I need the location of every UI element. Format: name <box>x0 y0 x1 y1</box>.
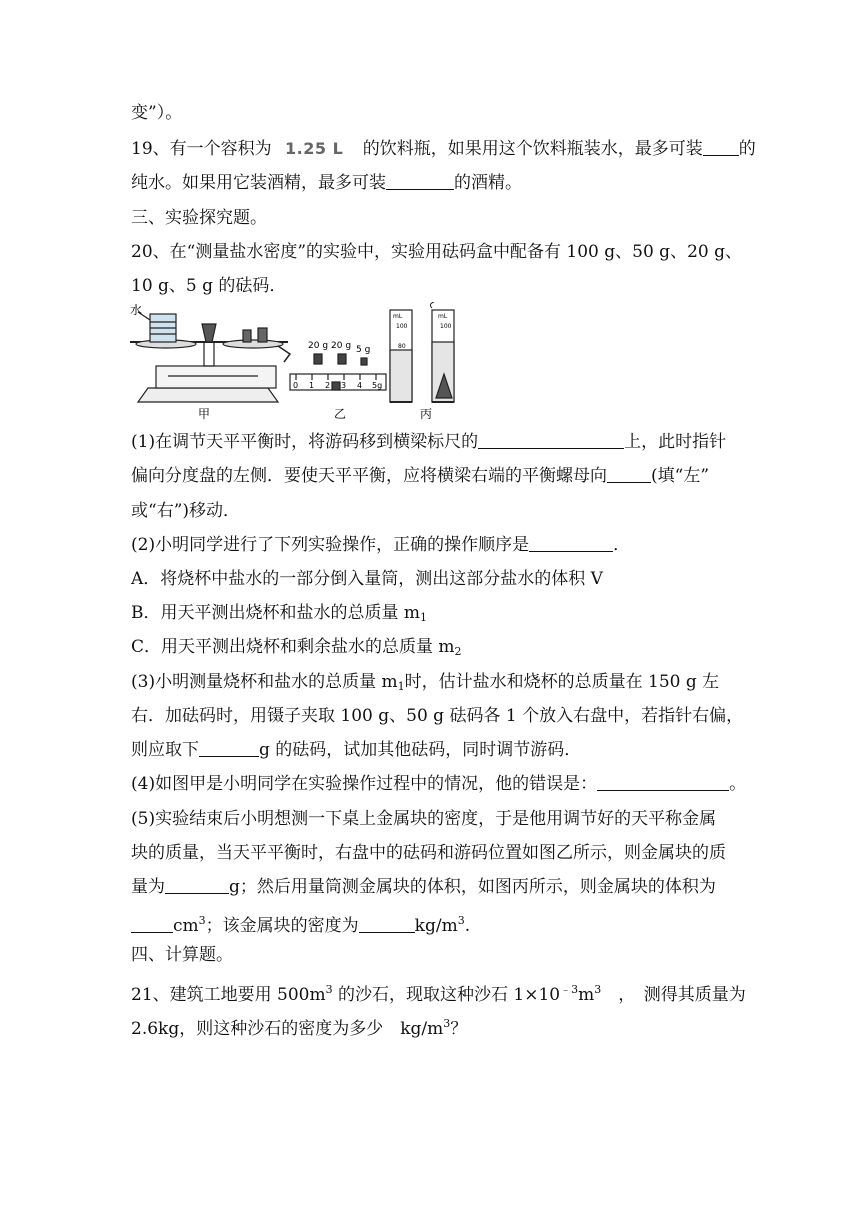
blank <box>165 877 229 894</box>
ruler-tick: 2 <box>325 381 331 390</box>
capacity-badge: 1.25 L <box>285 139 344 158</box>
part-3-line-2: 右．加砝码时，用镊子夹取 100 g、50 g 砝码各 1 个放入右盘中，若指针右偏， <box>131 706 744 726</box>
part-2-line: (2)小明同学进行了下列实验操作，正确的操作顺序是 ． <box>131 535 631 555</box>
weight <box>361 358 367 365</box>
ruler-tick: 3 <box>341 381 347 390</box>
question-20-line-2: 10 g、5 g 的砝码． <box>131 276 287 296</box>
weight <box>243 330 251 342</box>
blank <box>607 466 651 483</box>
ruler-tick: 4 <box>357 381 363 390</box>
part-1-line-1: (1)在调节天平平衡时，将游码移到横梁标尺的 上，此时指针 <box>131 432 727 452</box>
balance-base <box>138 388 278 402</box>
rider <box>332 382 340 390</box>
balance-figure-svg <box>128 302 464 420</box>
question-21-line-2: 2.6kg，则这种沙石的密度为多少 $kg/m^3$？ <box>131 1017 468 1039</box>
cylinder-tick: 100 <box>396 323 408 330</box>
ruler-tick: 5g <box>372 381 383 390</box>
balance-beam <box>156 366 276 388</box>
option-b: B．用天平测出烧杯和盐水的总质量 $m_1$ <box>131 603 428 624</box>
blank <box>386 173 454 190</box>
caption-bing: 丙 <box>420 407 433 420</box>
part-4-line: (4)如图甲是小明同学在实验操作过程中的情况，他的错误是： 。 <box>131 774 747 794</box>
part-1-line-3: 或“右”)移动． <box>131 501 241 521</box>
part-5-line-1: (5)实验结束后小明想测一下桌上金属块的密度，于是他用调节好的天平称金属 <box>131 809 717 829</box>
text-line: 变”）。 <box>131 103 183 123</box>
option-c: C．用天平测出烧杯和剩余盐水的总质量 $m_2$ <box>131 637 462 658</box>
blank <box>478 432 624 449</box>
part-3-line-1: (3)小明测量烧杯和盐水的总质量 $m_1$时，估计盐水和烧杯的总质量在 150 g 左 <box>131 672 720 693</box>
weight-label: 20 g <box>331 341 352 351</box>
blank <box>359 916 415 933</box>
cylinder-unit: mL <box>438 313 448 320</box>
weight <box>314 354 322 364</box>
ruler-tick: 0 <box>293 381 299 390</box>
cylinder-tick: 100 <box>440 323 452 330</box>
part-5-line-3: 量为 g；然后用量筒测金属块的体积，如图丙所示，则金属块的体积为 <box>131 877 716 897</box>
pointer-column <box>202 324 216 342</box>
blank <box>199 740 259 757</box>
part-5-line-2: 块的质量，当天平平衡时，右盘中的砝码和游码位置如图乙所示，则金属块的质 <box>131 843 726 863</box>
right-pan <box>223 340 283 348</box>
experiment-figure <box>128 302 464 420</box>
cylinder-tick: 80 <box>398 343 406 350</box>
weight-label: 20 g <box>308 341 329 351</box>
question-19-line-1: 19、有一个容积为 1.25 L 的饮料瓶，如果用这个饮料瓶装水，最多可装 的 <box>131 139 756 159</box>
question-19-line-2: 纯水。如果用它装酒精，最多可装 的酒精。 <box>131 173 522 193</box>
blank <box>131 916 173 933</box>
blank <box>703 139 739 156</box>
caption-yi: 乙 <box>334 407 347 420</box>
option-a: A．将烧杯中盐水的一部分倒入量筒，测出这部分盐水的体积 V <box>131 569 603 589</box>
blank <box>597 774 729 791</box>
section-heading: 三、实验探究题。 <box>131 208 267 228</box>
caption-jia: 甲 <box>198 407 211 420</box>
weight <box>338 354 346 364</box>
blank <box>529 535 613 552</box>
tweezers <box>278 346 290 362</box>
label-water: 水 <box>130 303 143 317</box>
part-1-line-2: 偏向分度盘的左侧．要使天平平衡，应将横梁右端的平衡螺母向 (填“左” <box>131 466 710 486</box>
weight <box>258 328 267 342</box>
ruler-tick: 1 <box>309 381 315 390</box>
question-20-line-1: 20、在“测量盐水密度”的实验中，实验用砝码盒中配备有 100 g、50 g、20 g、 <box>131 242 742 262</box>
weight-label: 5 g <box>356 345 371 355</box>
question-21-line-1: 21、建筑工地要用 $500m^3$ 的沙石，现取这种沙石 $1\times 10^{﹣3}m^3$ ， 测得其质量为 <box>131 983 746 1005</box>
section-heading: 四、计算题。 <box>131 945 233 965</box>
cylinder-unit: mL <box>393 313 403 320</box>
part-3-line-3: 则应取下 g 的砝码，试加其他砝码，同时调节游码． <box>131 740 582 760</box>
part-5-line-4: $cm^3$；该金属块的密度为 $kg/m^3$. <box>131 910 470 937</box>
